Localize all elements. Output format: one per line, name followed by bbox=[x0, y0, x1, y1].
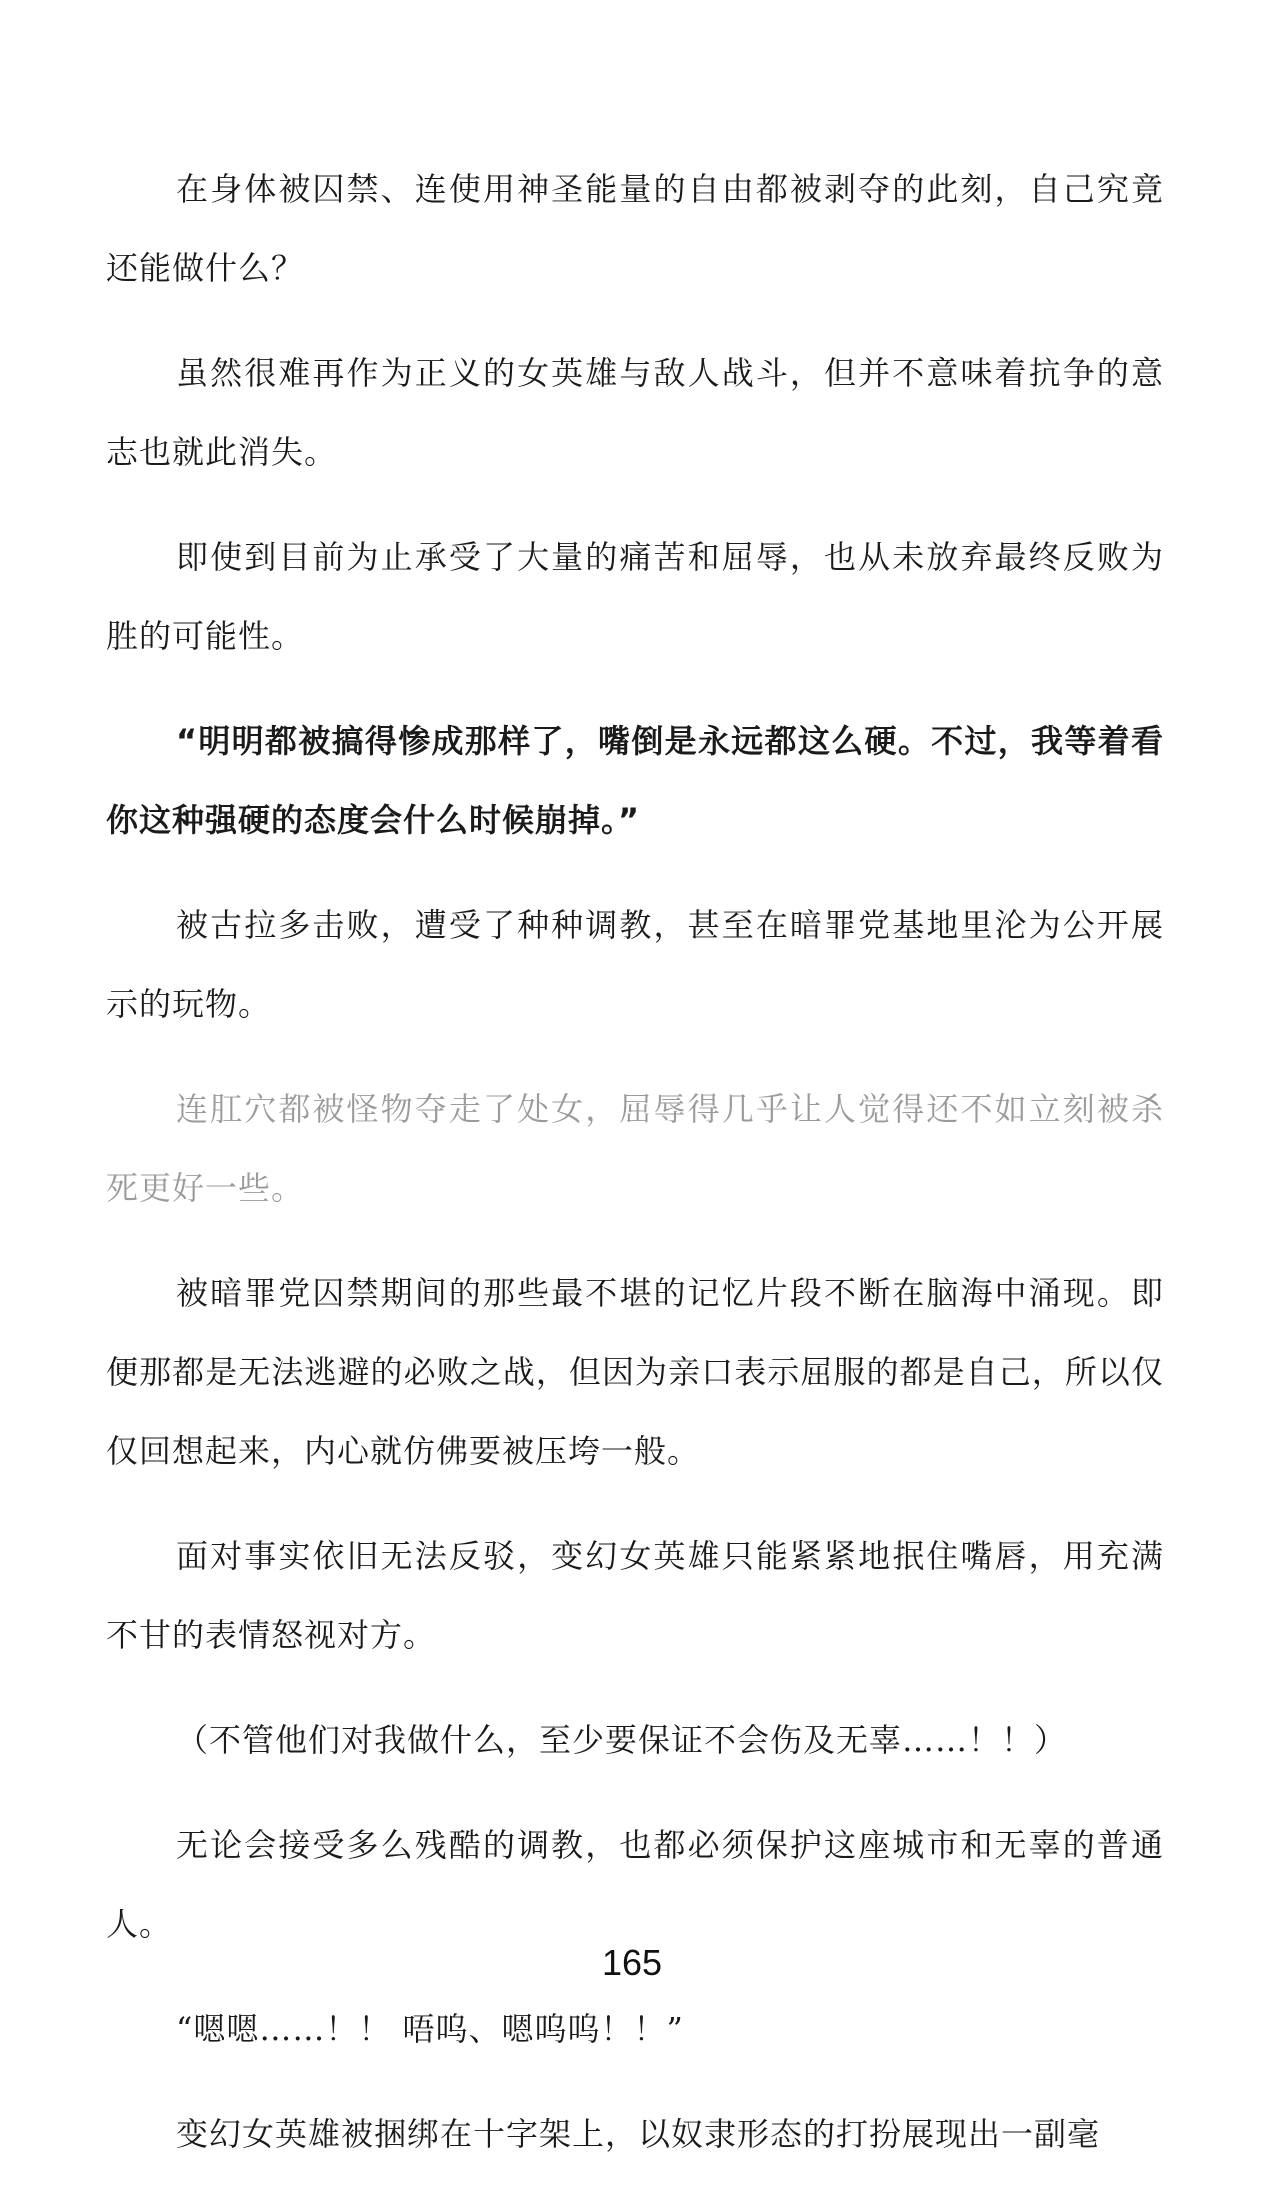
paragraph-faded: 连肛穴都被怪物夺走了处女，屈辱得几乎让人觉得还不如立刻被杀死更好一些。 bbox=[106, 1090, 1164, 1207]
page-number: 165 bbox=[601, 1942, 663, 1983]
dialogue-moan: “嗯嗯……！！ 唔呜、嗯呜呜！！” bbox=[176, 2010, 684, 2048]
paragraph-3: 即使到目前为止承受了大量的痛苦和屈辱，也从未放弃最终反败为胜的可能性。 bbox=[106, 538, 1164, 655]
inner-thought: （不管他们对我做什么，至少要保证不会伤及无辜……！！） bbox=[176, 1721, 1068, 1759]
paragraph-5: 被古拉多击败，遭受了种种调教，甚至在暗罪党基地里沦为公开展示的玩物。 bbox=[106, 906, 1164, 1023]
paragraph-2: 虽然很难再作为正义的女英雄与敌人战斗，但并不意味着抗争的意志也就此消失。 bbox=[106, 354, 1164, 471]
paragraph-12: 变幻女英雄被捆绑在十字架上，以奴隶形态的打扮展现出一副毫 bbox=[176, 2115, 1101, 2153]
paragraph-7: 被暗罪党囚禁期间的那些最不堪的记忆片段不断在脑海中涌现。即便那都是无法逃避的必败之战，但因为亲口表示屈服的都是自己，所以仅仅回想起来，内心就仿佛要被压垮一般。 bbox=[106, 1274, 1164, 1470]
paragraph-1: 在身体被囚禁、连使用神圣能量的自由都被剥夺的此刻，自己究竟还能做什么？ bbox=[106, 170, 1164, 287]
dialogue-bold: “明明都被搞得惨成那样了，嘴倒是永远都这么硬。不过，我等着看你这种强硬的态度会什么时候崩掉。” bbox=[106, 722, 1164, 839]
page-body bbox=[106, 150, 1164, 2200]
paragraph-8: 面对事实依旧无法反驳，变幻女英雄只能紧紧地抿住嘴唇，用充满不甘的表情怒视对方。 bbox=[106, 1537, 1164, 1654]
paragraph-10: 无论会接受多么残酷的调教，也都必须保护这座城市和无辜的普通人。 bbox=[106, 1826, 1164, 1943]
